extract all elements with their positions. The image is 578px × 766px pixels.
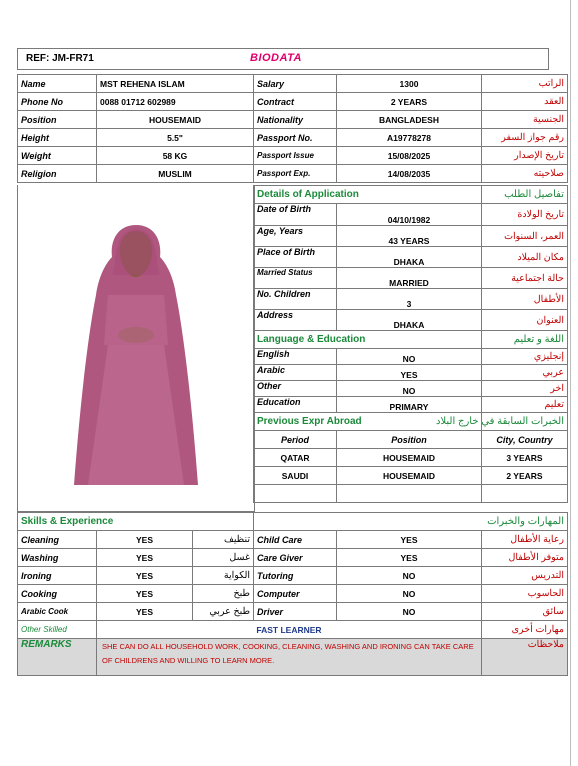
personal-label-2: Passport Issue — [254, 147, 337, 165]
skills-title: Skills & Experience — [18, 513, 254, 531]
personal-label: Position — [18, 111, 97, 129]
personal-arabic: العقد — [482, 93, 568, 111]
personal-value-2: 2 YEARS — [337, 93, 482, 111]
skill-value: YES — [97, 603, 193, 621]
personal-value: 0088 01712 602989 — [97, 93, 254, 111]
experience-period — [254, 485, 337, 503]
detail-label: English — [254, 349, 337, 365]
personal-row — [18, 165, 568, 183]
detail-label: Age, Years — [254, 226, 337, 247]
personal-label: Weight — [18, 147, 97, 165]
detail-label: Arabic — [254, 365, 337, 381]
experience-position: HOUSEMAID — [337, 449, 482, 467]
detail-label: Other — [254, 381, 337, 397]
personal-label-2: Passport Exp. — [254, 165, 337, 183]
detail-value: MARRIED — [337, 268, 482, 289]
experience-header — [254, 431, 568, 449]
personal-label: Name — [18, 75, 97, 93]
section-header — [254, 413, 568, 431]
personal-row — [18, 93, 568, 111]
detail-row — [254, 289, 568, 310]
personal-arabic: الجنسية — [482, 111, 568, 129]
skill-row — [18, 567, 568, 585]
skill-label: Arabic Cook — [18, 603, 97, 621]
detail-arabic: العنوان — [482, 310, 568, 331]
detail-row — [254, 397, 568, 413]
detail-label: Address — [254, 310, 337, 331]
personal-label-2: Salary — [254, 75, 337, 93]
page-edge — [570, 0, 571, 766]
detail-row — [254, 381, 568, 397]
personal-value: 5.5" — [97, 129, 254, 147]
experience-row — [254, 467, 568, 485]
section-header — [254, 186, 568, 204]
ref-number: REF: JM-FR71 — [26, 53, 94, 64]
header-bar — [17, 48, 549, 70]
experience-city — [482, 485, 568, 503]
skill-label-2: Tutoring — [254, 567, 337, 585]
experience-row — [254, 485, 568, 503]
detail-arabic: تعليم — [482, 397, 568, 413]
detail-row — [254, 247, 568, 268]
detail-label: No. Children — [254, 289, 337, 310]
skill-label-2: Driver — [254, 603, 337, 621]
skills-table — [17, 512, 568, 676]
skill-arabic: تنظيف — [193, 531, 254, 549]
detail-value: DHAKA — [337, 247, 482, 268]
section-title: Language & Education — [254, 331, 482, 349]
detail-label: Date of Birth — [254, 204, 337, 226]
personal-arabic: صلاحيته — [482, 165, 568, 183]
detail-value: 43 YEARS — [337, 226, 482, 247]
experience-position: HOUSEMAID — [337, 467, 482, 485]
skill-arabic-2: متوفر الأطفال — [482, 549, 568, 567]
experience-col-header: Position — [337, 431, 482, 449]
personal-label-2: Nationality — [254, 111, 337, 129]
personal-value-2: A19778278 — [337, 129, 482, 147]
experience-col-header: Period — [254, 431, 337, 449]
detail-value: DHAKA — [337, 310, 482, 331]
skill-arabic: الكواية — [193, 567, 254, 585]
personal-value: MST REHENA ISLAM — [97, 75, 254, 93]
skill-value-2: NO — [337, 585, 482, 603]
personal-row — [18, 75, 568, 93]
other-skills-arabic: مهارات أخرى — [482, 621, 568, 639]
section-title-arabic: تفاصيل الطلب — [482, 186, 568, 204]
skills-title-arabic: المهارات والخبرات — [254, 513, 568, 531]
personal-value-2: BANGLADESH — [337, 111, 482, 129]
detail-arabic: مكان الميلاد — [482, 247, 568, 268]
detail-arabic: حالة اجتماعية — [482, 268, 568, 289]
detail-row — [254, 268, 568, 289]
personal-row — [18, 111, 568, 129]
detail-label: Education — [254, 397, 337, 413]
remarks-row — [18, 639, 568, 676]
section-title-arabic: الخبرات السابقة في خارج البلاد — [482, 413, 568, 431]
other-skills-row — [18, 621, 568, 639]
detail-row — [254, 204, 568, 226]
personal-value-2: 14/08/2035 — [337, 165, 482, 183]
section-title-arabic: اللغة و تعليم — [482, 331, 568, 349]
skill-value-2: NO — [337, 567, 482, 585]
skill-row — [18, 549, 568, 567]
detail-arabic: الأطفال — [482, 289, 568, 310]
remarks-label: REMARKS — [18, 639, 97, 676]
detail-value: 04/10/1982 — [337, 204, 482, 226]
section-header — [254, 331, 568, 349]
skill-arabic-2: التدريس — [482, 567, 568, 585]
skill-value: YES — [97, 567, 193, 585]
personal-label: Religion — [18, 165, 97, 183]
detail-value: 3 — [337, 289, 482, 310]
skill-value: YES — [97, 549, 193, 567]
skill-label: Ironing — [18, 567, 97, 585]
personal-label-2: Contract — [254, 93, 337, 111]
skill-row — [18, 531, 568, 549]
personal-value-2: 1300 — [337, 75, 482, 93]
detail-label: Place of Birth — [254, 247, 337, 268]
personal-row — [18, 129, 568, 147]
personal-table — [17, 74, 568, 183]
personal-arabic: تاريخ الإصدار — [482, 147, 568, 165]
personal-value: 58 KG — [97, 147, 254, 165]
detail-arabic: تاريخ الولادة — [482, 204, 568, 226]
remarks-text: SHE CAN DO ALL HOUSEHOLD WORK, COOKING, CLEANING, WASHING AND IRONING CAN TAKE CARE OF CHILDRENS AND WILLING TO LEARN MORE. — [97, 639, 482, 676]
personal-label: Phone No — [18, 93, 97, 111]
other-skills-value: FAST LEARNER — [97, 621, 482, 639]
personal-label: Height — [18, 129, 97, 147]
detail-row — [254, 349, 568, 365]
skill-value: YES — [97, 531, 193, 549]
skill-label: Cooking — [18, 585, 97, 603]
skill-arabic-2: الحاسوب — [482, 585, 568, 603]
skill-value-2: YES — [337, 531, 482, 549]
personal-value: HOUSEMAID — [97, 111, 254, 129]
personal-arabic: الراتب — [482, 75, 568, 93]
skill-row — [18, 603, 568, 621]
detail-label: Married Status — [254, 268, 337, 289]
detail-arabic: العمر، السنوات — [482, 226, 568, 247]
skills-header — [18, 513, 568, 531]
skill-label: Cleaning — [18, 531, 97, 549]
detail-value: YES — [337, 365, 482, 381]
personal-arabic: رقم جواز السفر — [482, 129, 568, 147]
personal-value: MUSLIM — [97, 165, 254, 183]
skill-arabic-2: سائق — [482, 603, 568, 621]
skill-value-2: NO — [337, 603, 482, 621]
personal-label-2: Passport No. — [254, 129, 337, 147]
skill-row — [18, 585, 568, 603]
skill-value-2: YES — [337, 549, 482, 567]
detail-value: PRIMARY — [337, 397, 482, 413]
detail-value: NO — [337, 349, 482, 365]
skill-label-2: Care Giver — [254, 549, 337, 567]
detail-arabic: عربي — [482, 365, 568, 381]
experience-city: 2 YEARS — [482, 467, 568, 485]
document-title: BIODATA — [250, 52, 302, 64]
skill-value: YES — [97, 585, 193, 603]
candidate-photo — [18, 185, 254, 511]
details-table — [253, 185, 568, 503]
other-skills-label: Other Skilled — [18, 621, 97, 639]
experience-position — [337, 485, 482, 503]
experience-period: QATAR — [254, 449, 337, 467]
personal-row — [18, 147, 568, 165]
skill-arabic: طبخ عربي — [193, 603, 254, 621]
detail-row — [254, 310, 568, 331]
skill-label-2: Computer — [254, 585, 337, 603]
skill-label-2: Child Care — [254, 531, 337, 549]
skill-arabic: غسل — [193, 549, 254, 567]
detail-value: NO — [337, 381, 482, 397]
photo-frame — [17, 185, 255, 512]
skill-arabic-2: رعاية الأطفال — [482, 531, 568, 549]
experience-row — [254, 449, 568, 467]
detail-row — [254, 226, 568, 247]
section-title: Details of Application — [254, 186, 482, 204]
experience-col-header: City, Country — [482, 431, 568, 449]
experience-period: SAUDI — [254, 467, 337, 485]
personal-value-2: 15/08/2025 — [337, 147, 482, 165]
detail-arabic: اخر — [482, 381, 568, 397]
section-title: Previous Expr Abroad — [254, 413, 482, 431]
detail-row — [254, 365, 568, 381]
skill-arabic: طبخ — [193, 585, 254, 603]
remarks-arabic: ملاحظات — [482, 639, 568, 676]
skill-label: Washing — [18, 549, 97, 567]
detail-arabic: إنجليزي — [482, 349, 568, 365]
experience-city: 3 YEARS — [482, 449, 568, 467]
